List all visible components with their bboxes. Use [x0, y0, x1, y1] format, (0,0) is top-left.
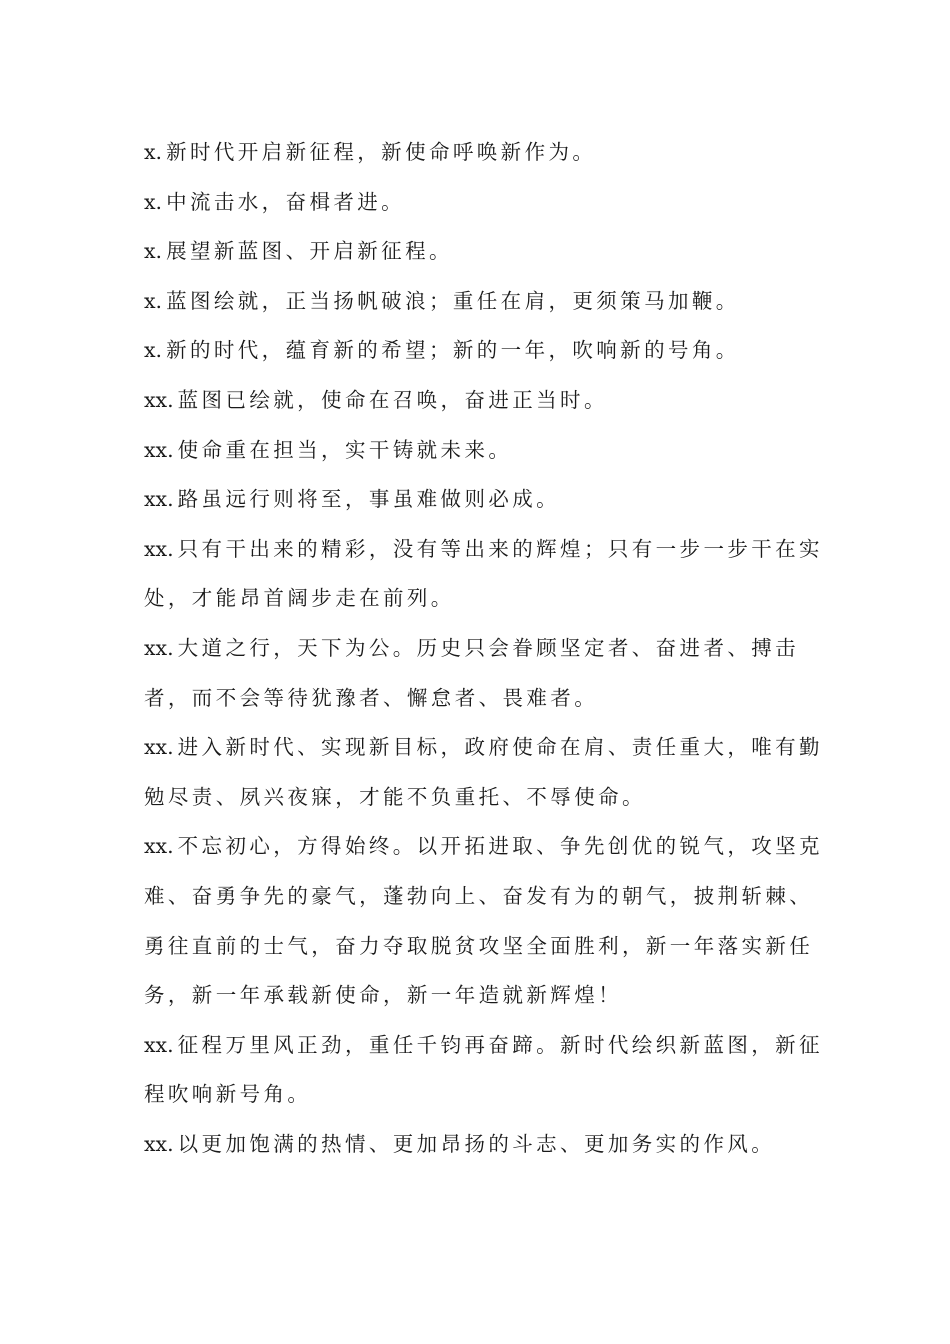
list-item [144, 475, 824, 525]
item-text: 新的时代，蕴育新的希望；新的一年，吹响新的号角。 [166, 338, 740, 363]
item-text: 以更加饱满的热情、更加昂扬的斗志、更加务实的作风。 [177, 1131, 776, 1156]
item-number: xx. [144, 1131, 174, 1156]
item-text: 蓝图已绘就，使命在召唤，奋进正当时。 [177, 387, 608, 412]
list-item [144, 1120, 824, 1170]
item-text: 展望新蓝图、开启新征程。 [166, 239, 453, 264]
list-item [144, 822, 824, 1020]
document-page [144, 128, 824, 1169]
item-text: 不忘初心，方得始终。以开拓进取、争先创优的锐气，攻坚克难、奋勇争先的豪气，蓬勃向上、奋发有为的朝气，披荆斩棘、勇往直前的士气，奋力夺取脱贫攻坚全面胜利，新一年落实新任务，新一年承载新使命，新一年造就新辉煌！ [144, 834, 823, 1008]
item-number: xx. [144, 1032, 174, 1057]
list-item [144, 624, 824, 723]
item-text: 大道之行，天下为公。历史只会眷顾坚定者、奋进者、搏击者，而不会等待犹豫者、懈怠者、畏难者。 [144, 635, 800, 710]
item-text: 蓝图绘就，正当扬帆破浪；重任在肩，更须策马加鞭。 [166, 288, 740, 313]
list-item [144, 426, 824, 476]
item-text: 征程万里风正劲，重任千钧再奋蹄。新时代绘织新蓝图，新征程吹响新号角。 [144, 1032, 823, 1107]
item-number: xx. [144, 487, 174, 512]
item-text: 进入新时代、实现新目标，政府使命在肩、责任重大，唯有勤勉尽责、夙兴夜寐，才能不负重托、不辱使命。 [144, 735, 823, 809]
list-item [144, 277, 824, 327]
list-item [144, 376, 824, 426]
item-number: xx. [144, 635, 174, 660]
item-number: xx. [144, 387, 174, 412]
item-number: x. [144, 189, 163, 214]
item-text: 使命重在担当，实干铸就未来。 [177, 437, 513, 462]
list-item [144, 227, 824, 277]
list-item [144, 525, 824, 624]
list-item [144, 723, 824, 822]
list-item [144, 326, 824, 376]
item-number: x. [144, 288, 163, 313]
item-number: x. [144, 338, 163, 363]
item-text: 新时代开启新征程，新使命呼唤新作为。 [166, 140, 597, 164]
item-number: x. [144, 140, 163, 164]
item-number: x. [144, 239, 163, 264]
item-text: 只有干出来的精彩，没有等出来的辉煌；只有一步一步干在实处，才能昂首阔步走在前列。 [144, 536, 823, 611]
list-item [144, 178, 824, 228]
item-number: xx. [144, 735, 174, 760]
item-text: 中流击水，奋楫者进。 [166, 189, 406, 214]
list-item [144, 1021, 824, 1120]
item-number: xx. [144, 437, 174, 462]
item-number: xx. [144, 536, 174, 561]
item-text: 路虽远行则将至，事虽难做则必成。 [177, 487, 561, 512]
item-number: xx. [144, 834, 174, 859]
list-item [144, 128, 824, 178]
